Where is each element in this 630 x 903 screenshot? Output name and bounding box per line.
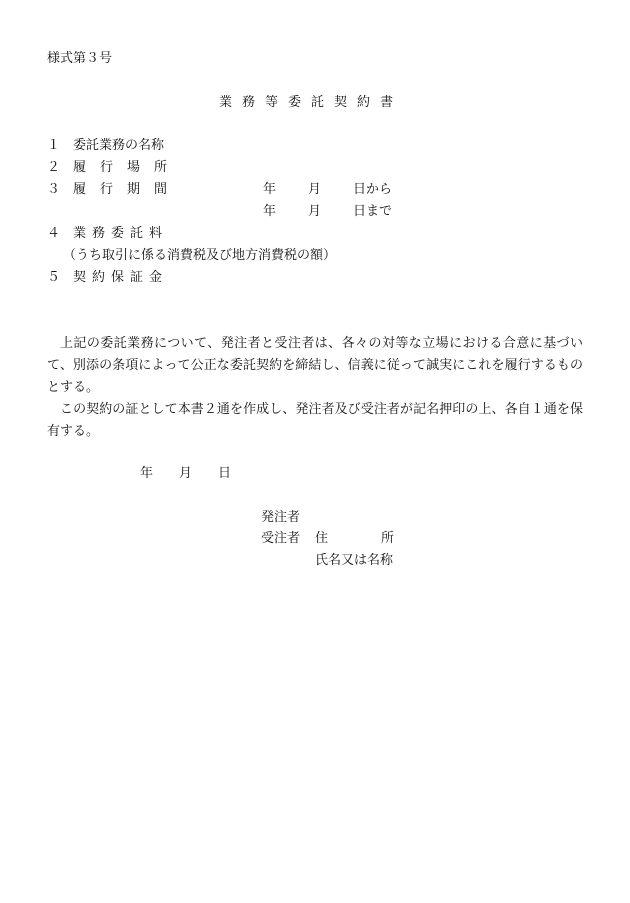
item-row-4: [47, 225, 168, 243]
item-label: 契約保証金: [73, 270, 169, 285]
period-month: 月: [308, 182, 322, 197]
item-row-3: [47, 181, 181, 199]
orderer-label: 発注者: [261, 510, 301, 525]
address-label-start: 住: [315, 531, 329, 546]
item-number: ５: [47, 270, 61, 285]
signing-year: 年: [140, 466, 154, 481]
item-number: １: [47, 138, 61, 153]
item-number: ２: [47, 160, 61, 175]
signing-month: 月: [179, 466, 193, 481]
item-number: ３: [47, 182, 61, 197]
period-year: 年: [263, 182, 277, 197]
item-label: 履行期間: [73, 182, 182, 197]
item-label: 業務委託料: [73, 226, 169, 241]
item-row-2: [47, 159, 181, 177]
item-row-1: [47, 137, 164, 155]
period-to: [263, 203, 392, 221]
tax-note: （うち取引に係る消費税及び地方消費税の額）: [63, 248, 337, 263]
item-label: 委託業務の名称: [73, 138, 165, 153]
item-label: 履行場所: [73, 160, 182, 175]
form-number: 様式第３号: [47, 51, 113, 66]
signing-day: 日: [218, 466, 232, 481]
body-paragraph-2: この契約の証として本書２通を作成し、発注者及び受注者が記名押印の上、各自１通を保有する。: [47, 402, 583, 439]
signing-date: [140, 465, 231, 483]
document-title: 業務等委託契約書: [219, 95, 404, 110]
period-day-from: 日から: [353, 182, 393, 197]
period-month: 月: [308, 204, 322, 219]
item-row-5: [47, 269, 168, 287]
period-year: 年: [263, 204, 277, 219]
item-number: ４: [47, 226, 61, 241]
address-label-end: 所: [381, 531, 395, 546]
period-day-to: 日まで: [353, 204, 393, 219]
body-paragraph-1: 上記の委託業務について、発注者と受注者は、各々の対等な立場における合意に基づいて、別添の条項によって公正な委託契約を締結し、信義に従って誠実にこれを履行するものとする。: [47, 336, 583, 395]
period-from: [263, 181, 392, 199]
contractor-label: 受注者: [261, 531, 301, 546]
name-label: 氏名又は名称: [315, 553, 394, 568]
